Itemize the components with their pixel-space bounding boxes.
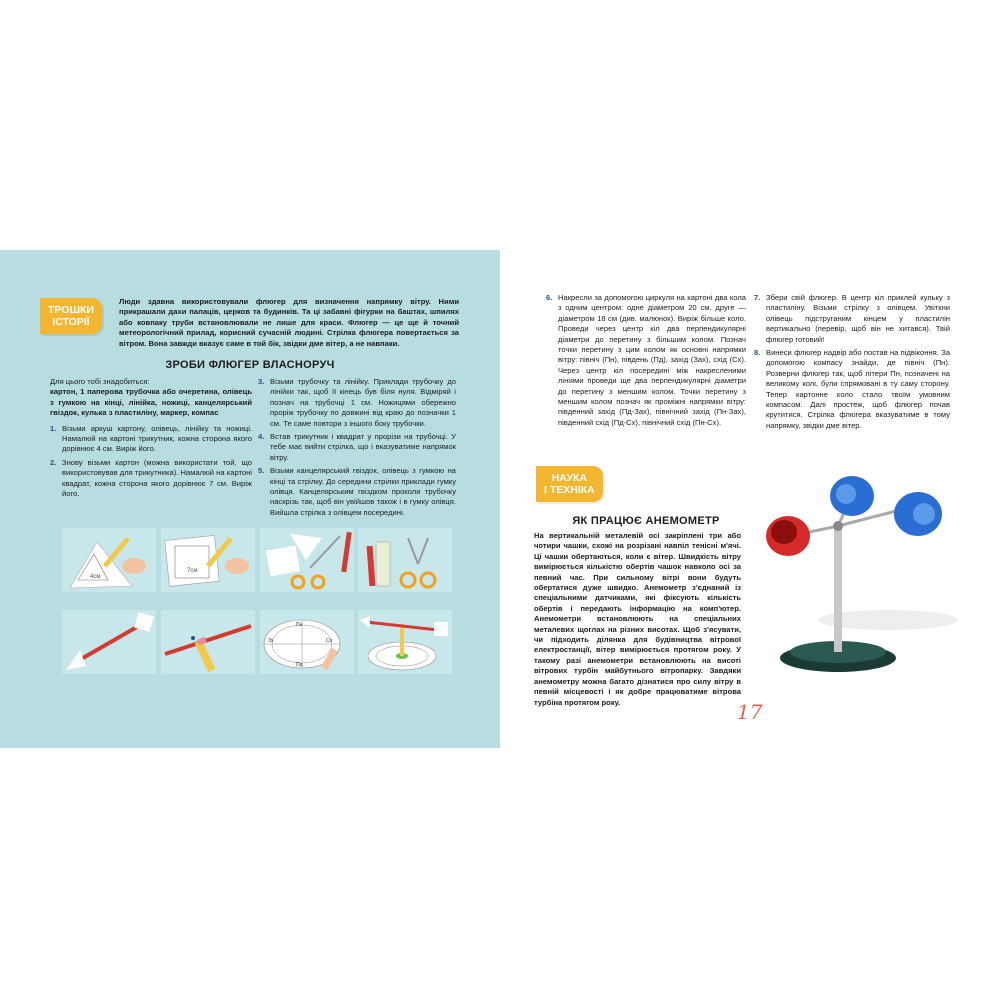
history-badge-line2: ІСТОРІЇ [52, 316, 90, 328]
step-text: Візьми аркуш картону, олівець, лінійку та ножиці. Намалюй на картоні трикутник, кожна сторона якого дорівнює 4 см. Виріж його. [62, 423, 252, 454]
materials-list: картон, 1 паперова трубочка або очеретина, олівець з гумкою на кінці, лінійка, ножиці, канцелярський гвіздок, кулька з пластиліну, маркер, компас [50, 387, 252, 418]
label-east: Сх [326, 638, 333, 644]
illustration-assembled-vane [358, 610, 452, 674]
label-4cm: 4см [90, 574, 101, 580]
step-7 [754, 293, 950, 345]
illustration-pin-pencil [161, 610, 255, 674]
step-number: 3. [258, 377, 265, 386]
illustration-compass-circle [260, 610, 354, 674]
step-number: 1. [50, 423, 57, 433]
illustration-straw-cut [358, 528, 452, 592]
step-3 [258, 377, 456, 429]
instructions-col2 [258, 377, 456, 521]
label-north: Пн [296, 622, 303, 628]
steps-list-4 [754, 293, 950, 431]
section-title: ЗРОБИ ФЛЮГЕР ВЛАСНОРУЧ [165, 359, 335, 371]
step-text: Винеси флюгер надвір або постав на підвіконня. За допомогою компасу знайди, де північ (Пн). Розверни флюгер так, щоб літери Пн, позначені на великому колі, були спрямовані в ту саму сторону. Тепер картонне коло стало твоїм умовним компасом. Далі простеж, щоб флюгер почав крутитися. Стрілка флюгера вказуватиме в тому напрямку, звідки дме вітер. [766, 348, 950, 430]
step-number: 8. [754, 348, 761, 358]
label-7cm: 7см [187, 568, 198, 574]
step-number: 2. [50, 457, 57, 467]
step-text: Збери свій флюгер. В центр кіл приклей кульку з пластиліну. Візьми стрілку з олівцем. Увіткни олівець підструганим кінцем у пластилін вертикально (перевір, щоб він не хитався). Твій флюгер готовий! [766, 293, 950, 344]
illustration-scissors-cut [260, 528, 354, 592]
label-west: Зх [268, 638, 274, 644]
anemometer-title: ЯК ПРАЦЮЄ АНЕМОМЕТР [572, 515, 720, 527]
history-badge [40, 298, 102, 334]
illustration-square [161, 528, 255, 592]
step-number: 5. [258, 466, 265, 476]
step-number: 4. [258, 432, 265, 442]
materials-intro: Для цього тобі знадобиться: [50, 377, 150, 386]
steps-list-2 [258, 377, 456, 518]
illustration-arrow [62, 610, 156, 674]
science-badge-line2: І ТЕХНІКА [544, 484, 595, 496]
science-badge-line1: НАУКА [551, 472, 588, 484]
step-number: 6. [546, 293, 553, 302]
illustration-triangle [62, 528, 156, 592]
step-6 [546, 293, 746, 428]
step-4 [258, 432, 456, 463]
anemometer-illustration [758, 470, 970, 690]
left-page [0, 250, 500, 748]
steps-list-1 [50, 424, 252, 500]
anemometer-text: На вертикальній металевій осі закріплені три або чотири чашки, схожі на розрізані навпіл тенісні м'ячі. Ці чашки обертаються, коли є вітер. Швидкість вітру вимірюється кількістю обертів чашок навколо осі за певний час. При сильному вітрі вони будуть обертатися дуже швидко. Анемометр з'єднаний із спеціальними датчиками, які фіксують кількість обертів і передають інформацію на комп'ютер. Анемометри встановлюють на спеціальних металевих щоглах на різних висотах. Щоб з'ясувати, чи підходить ділянка для будівництва вітрової електростанції, вітер вимірюється протягом року. У такому разі анемометри встановлюють на висоті вітрових турбін майбутнього вітропарку. Завдяки анемометру можна багато дізнатися про силу вітру в певній місцевості і як добре працюватиме вітрова турбіна протягом року. [534, 531, 741, 707]
science-badge [536, 466, 603, 502]
history-badge-line1: ТРОШКИ [48, 304, 94, 316]
step-text: Знову візьми картон (можна використати той, що використовував для трикутника). Намалюй на картоні квадрат, кожна сторона якого дорівнює 7 см. Виріж його. [62, 457, 252, 499]
step-text: Візьми трубочку та лінійку. Приклади трубочку до лінійки так, щоб її кінець був біля нуля. Відміряй і познач на трубочці 1 см. Ножицями обережно проріж трубочку по довжині від краю до позначки 1 см. Те саме повтори з іншого боку трубочки. [270, 377, 456, 428]
step-8 [754, 348, 950, 431]
step-2 [50, 458, 252, 500]
right-instructions-col2 [754, 293, 950, 434]
step-text: Накресли за допомогою циркуля на картоні два кола з одним центром: одне діаметром 20 см, друге — діаметром 18 см (див. малюнок). Виріж більше коло. Проведи через центр кіл два перпендикулярні діаметри до перетину з більшим колом. Познач точки перетину з цим колом як основні напрямки вітру: північ (Пн), південь (Пд), захід (Зах), схід (Сх). Через центр кіл посередині між накресленими лініями проведи ще два перпендикулярні діаметри до перетину з меншим колом. Точки перетину з меншим колом познач як проміжні напрямки вітру: південний захід (Пд-Зах), північний захід (Пн-Зах), південний схід (Пд-Сх), північний схід (Пн-Сх). [558, 293, 746, 427]
right-instructions-col1 [546, 293, 746, 431]
step-text: Встав трикутник і квадрат у прорізи на трубочці. У тебе має вийти стрілка, що і вказуватиме напрямок вітру. [270, 432, 456, 462]
step-5 [258, 466, 456, 518]
steps-list-3 [546, 293, 746, 428]
step-1 [50, 424, 252, 455]
step-text: Візьми канцелярський гвіздок, олівець з гумкою на кінці та стрілку. До середини стрілки приклади гумку олівця. Канцелярським гвіздком проколи трубочку наскрізь так, щоб він увійшов також і в гумку олівця. Вийшла стрілка з олівцем посередині. [270, 466, 456, 517]
instructions-col1 [50, 377, 252, 502]
step-number: 7. [754, 293, 761, 302]
history-text: Люди здавна використовували флюгер для визначення напрямку вітру. Ними прикрашали дахи палаців, церков та будинків. Та ці забавні фігурки на баштах, шпилях або ковпаку труби встановлювали не лише для краси. Флюгер — це ще й точний метеорологічний прилад, корисний сучасній людині. Стрілка флюгера повертається за вітром. Вона завжди вказує саме в той бік, звідки дме вітер, а не навпаки. [119, 297, 459, 348]
label-south: Пд [296, 662, 303, 668]
page-number: 17 [737, 700, 763, 724]
